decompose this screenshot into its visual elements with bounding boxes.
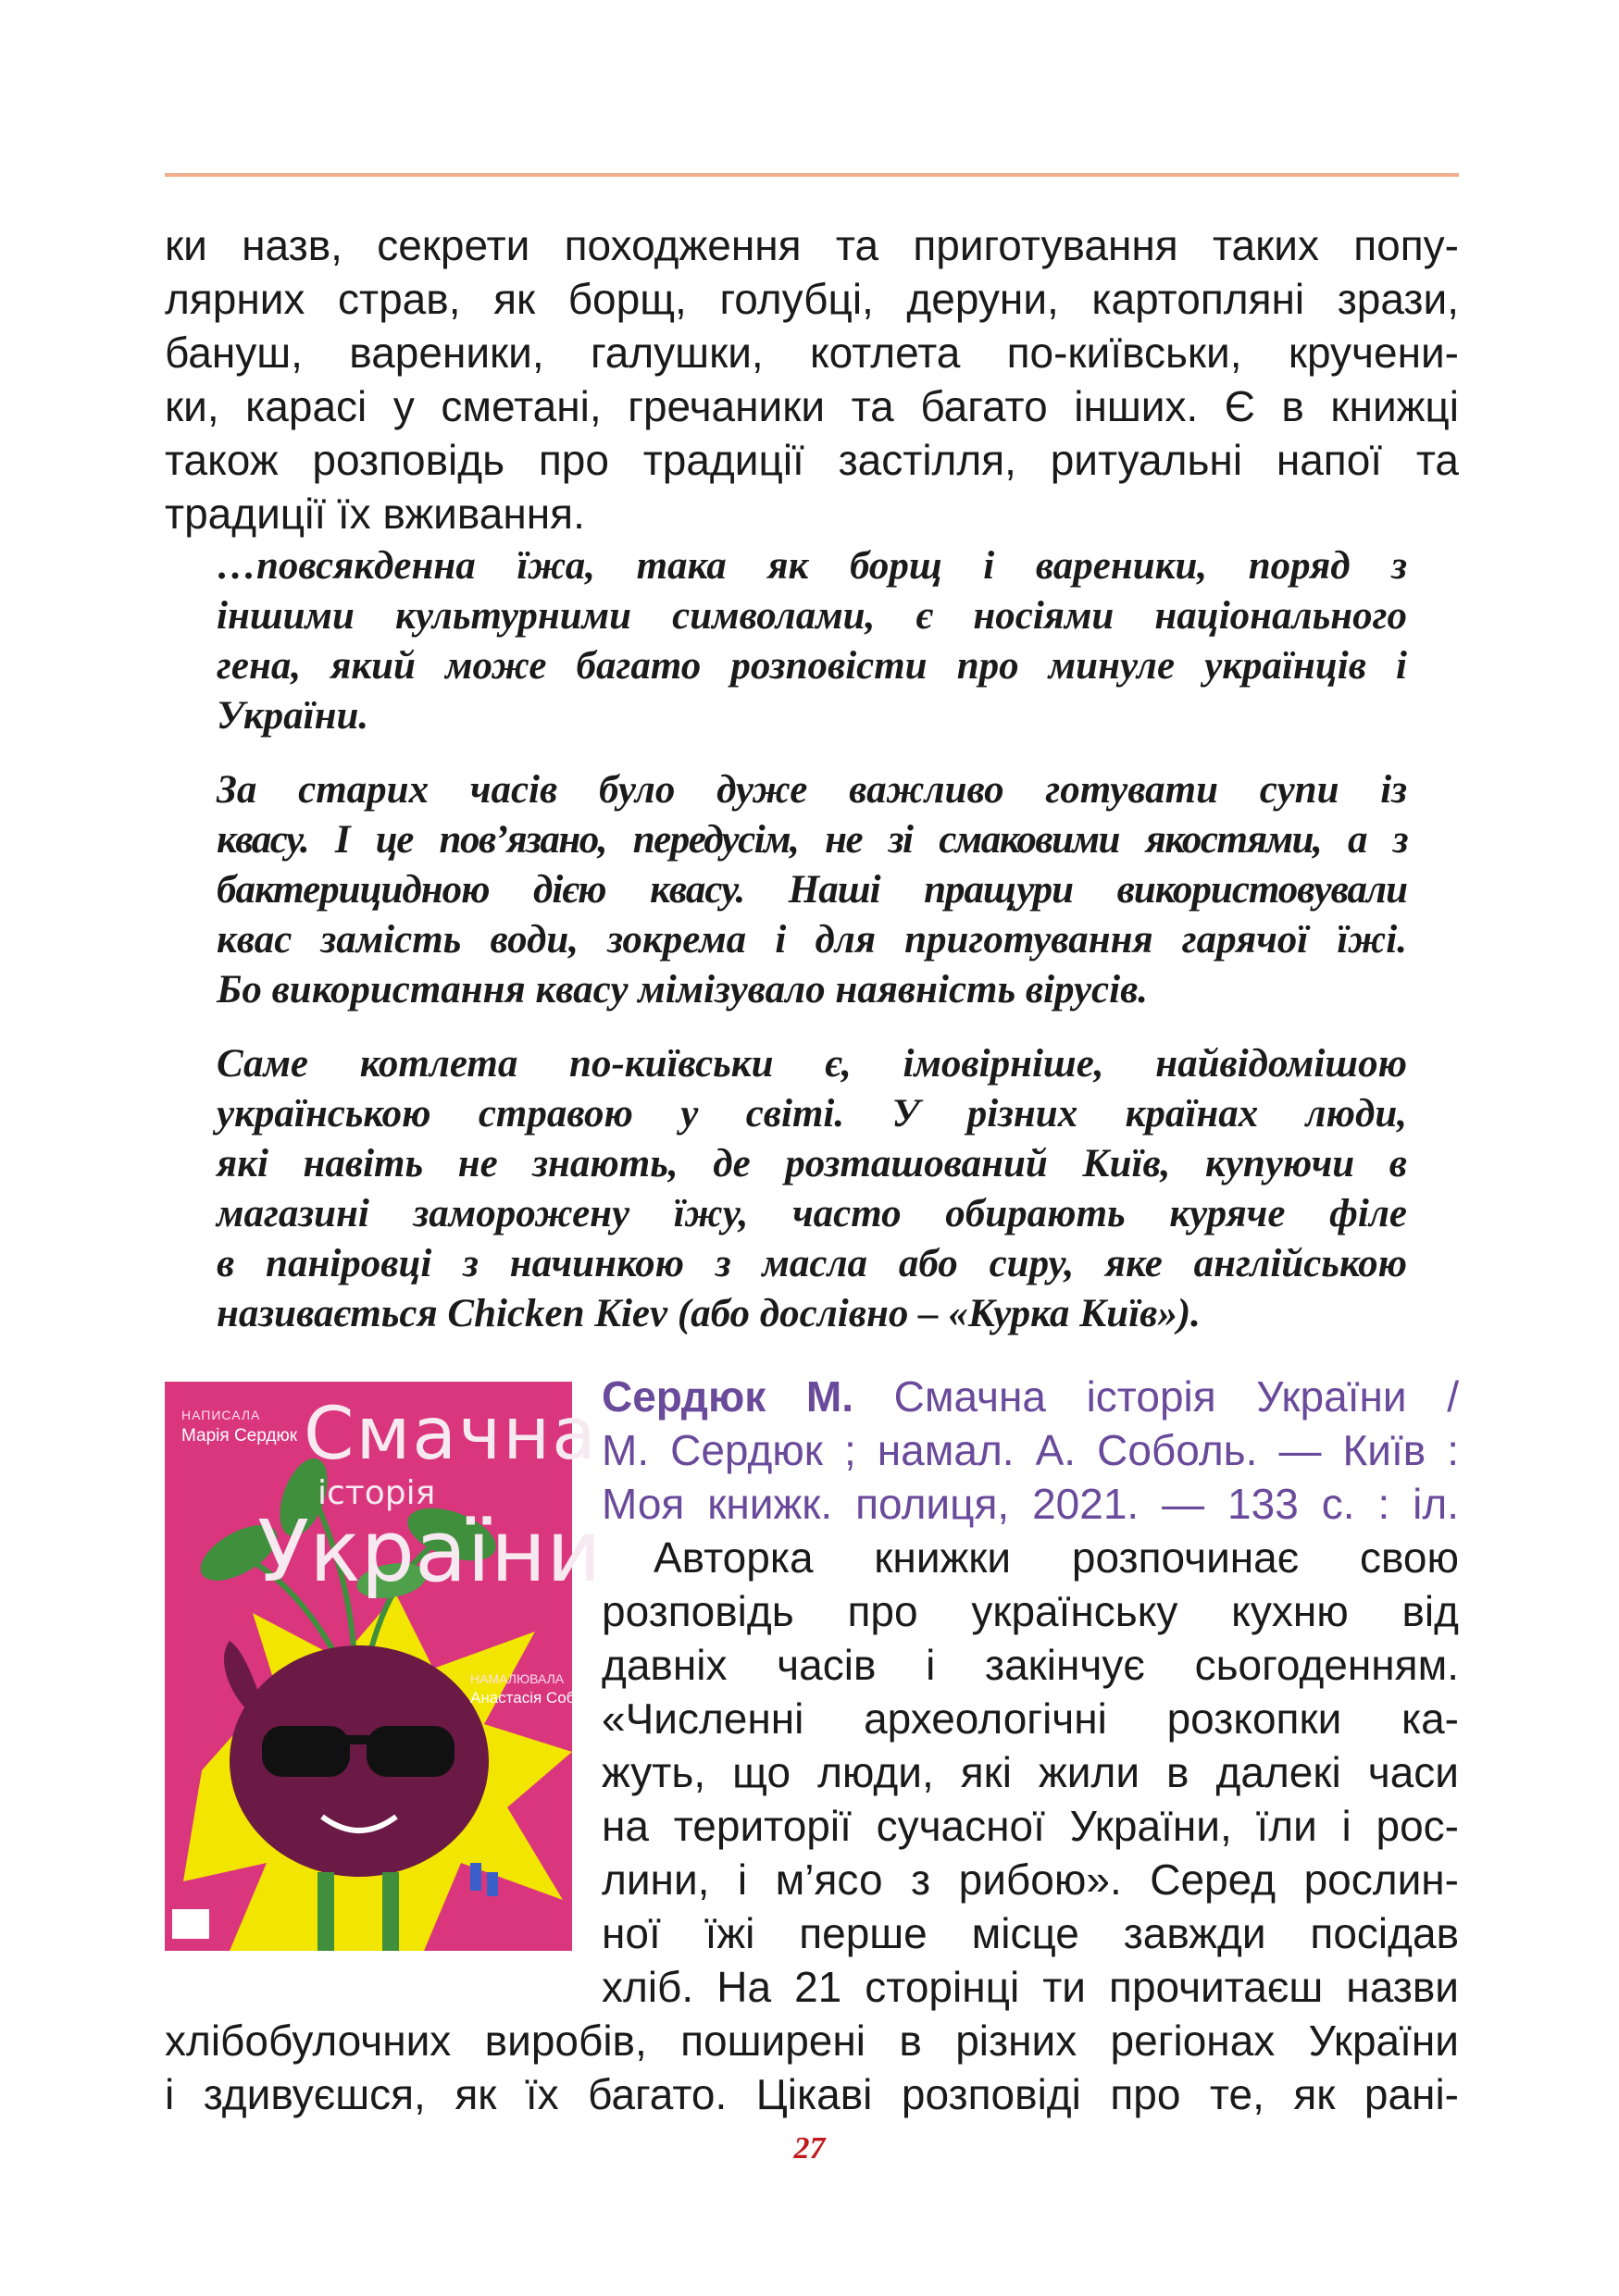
biblio-line: М. Сердюк ; намал. А. Соболь. — Київ : — [602, 1426, 1459, 1474]
text-line: хлібобулочних виробів, поширені в різних регіонах України — [165, 2017, 1459, 2065]
text-line: лини, і м’ясо з рибою». Серед рослин- — [602, 1855, 1459, 1904]
biblio-title: Смачна історія України / — [853, 1372, 1459, 1421]
quote-line: квасу. І це пов’язано, передусім, не зі смаковими якостями, а з — [217, 818, 1407, 862]
text-line: традиції їх вживання. — [165, 490, 585, 538]
header-rule — [165, 173, 1459, 177]
tail-paragraph — [165, 2014, 1459, 2121]
text-line: жуть, що люди, які жили в далекі часи — [602, 1748, 1459, 1796]
quote-1 — [217, 541, 1407, 741]
quote-line: За старих часів було дуже важливо готувати супи із — [217, 768, 1407, 812]
book-description — [602, 1531, 1459, 2014]
text-line: ки назв, секрети походження та приготування таких попу- — [165, 221, 1459, 269]
quote-2 — [217, 765, 1407, 1015]
cover-illustrator-label: НАМАЛЮВАЛА — [470, 1671, 565, 1686]
text-line: ки, карасі у сметані, гречаники та багато інших. Є в книжці — [165, 382, 1459, 430]
bibliographic-entry — [602, 1370, 1459, 1531]
quote-line: Саме котлета по-київськи є, імовірніше, найвідомішою — [217, 1042, 1407, 1086]
biblio-author: Сердюк М. — [602, 1372, 853, 1421]
cover-title-line-3: України — [257, 1502, 602, 1601]
quote-line: називається Chicken Kiev (або дослівно – «Курка Київ»). — [217, 1292, 1201, 1335]
cover-title-line-2: історія — [318, 1474, 436, 1512]
page-number: 27 — [793, 2131, 826, 2166]
publisher-logo-icon — [172, 1909, 209, 1939]
text-line: розповідь про українську кухню від — [602, 1587, 1459, 1635]
quote-line: …повсякденна їжа, така як борщ і вареники, поряд з — [217, 544, 1407, 588]
cover-illustrator: Анастасія Соболь — [470, 1689, 602, 1706]
quote-line: квас замість води, зокрема і для приготування гарячої їжі. — [217, 918, 1407, 962]
cover-author: Марія Сердюк — [181, 1426, 298, 1446]
text-line: на території сучасної України, їли і рос- — [602, 1802, 1459, 1850]
quote-3 — [217, 1039, 1407, 1339]
biblio-line — [602, 1370, 1459, 1423]
quote-line: бактерицидною дією квасу. Наші пращури використовували — [217, 868, 1407, 912]
text-line: лярних страв, як борщ, голубці, деруни, картопляні зрази, — [165, 275, 1459, 323]
text-line: «Численні археологічні розкопки ка- — [602, 1694, 1459, 1743]
book-cover-image — [165, 1382, 602, 1951]
text-line: хліб. На 21 сторінці ти прочитаєш назви — [602, 1963, 1459, 2011]
quote-line: Бо використання квасу мімізувало наявність вірусів. — [217, 968, 1149, 1011]
quote-line: України. — [217, 694, 369, 738]
biblio-line: Моя книжк. полиця, 2021. — 133 с. : іл. — [602, 1480, 1459, 1528]
quote-line: іншими культурними символами, є носіями національного — [217, 594, 1407, 638]
intro-paragraph — [165, 218, 1459, 540]
text-line: бануш, вареники, галушки, котлета по-київськи, кручени- — [165, 329, 1459, 377]
text-line: давніх часів і закінчує сьогоденням. — [602, 1641, 1459, 1689]
cover-title-line-1: Смачна — [304, 1393, 598, 1476]
quote-line: в паніровці з начинкою з масла або сиру, яке англійською — [217, 1242, 1407, 1285]
cover-author-label: НАПИСАЛА — [181, 1408, 261, 1422]
text-line: Авторка книжки розпочинає свою — [654, 1533, 1459, 1582]
quote-line: гена, який може багато розповісти про минуле українців і — [217, 644, 1407, 688]
text-line: також розповідь про традиції застілля, ритуальні напої та — [165, 436, 1459, 484]
quote-line: магазині заморожену їжу, часто обирають куряче філе — [217, 1192, 1407, 1235]
text-line: ної їжі перше місце завжди посідав — [602, 1909, 1459, 1957]
quote-line: які навіть не знають, де розташований Київ, купуючи в — [217, 1142, 1407, 1185]
quote-line: українською стравою у світі. У різних країнах люди, — [217, 1092, 1407, 1136]
text-line: і здивуєшся, як їх багато. Цікаві розповіді про те, як рані- — [165, 2070, 1459, 2118]
quotes-block — [217, 541, 1407, 1363]
